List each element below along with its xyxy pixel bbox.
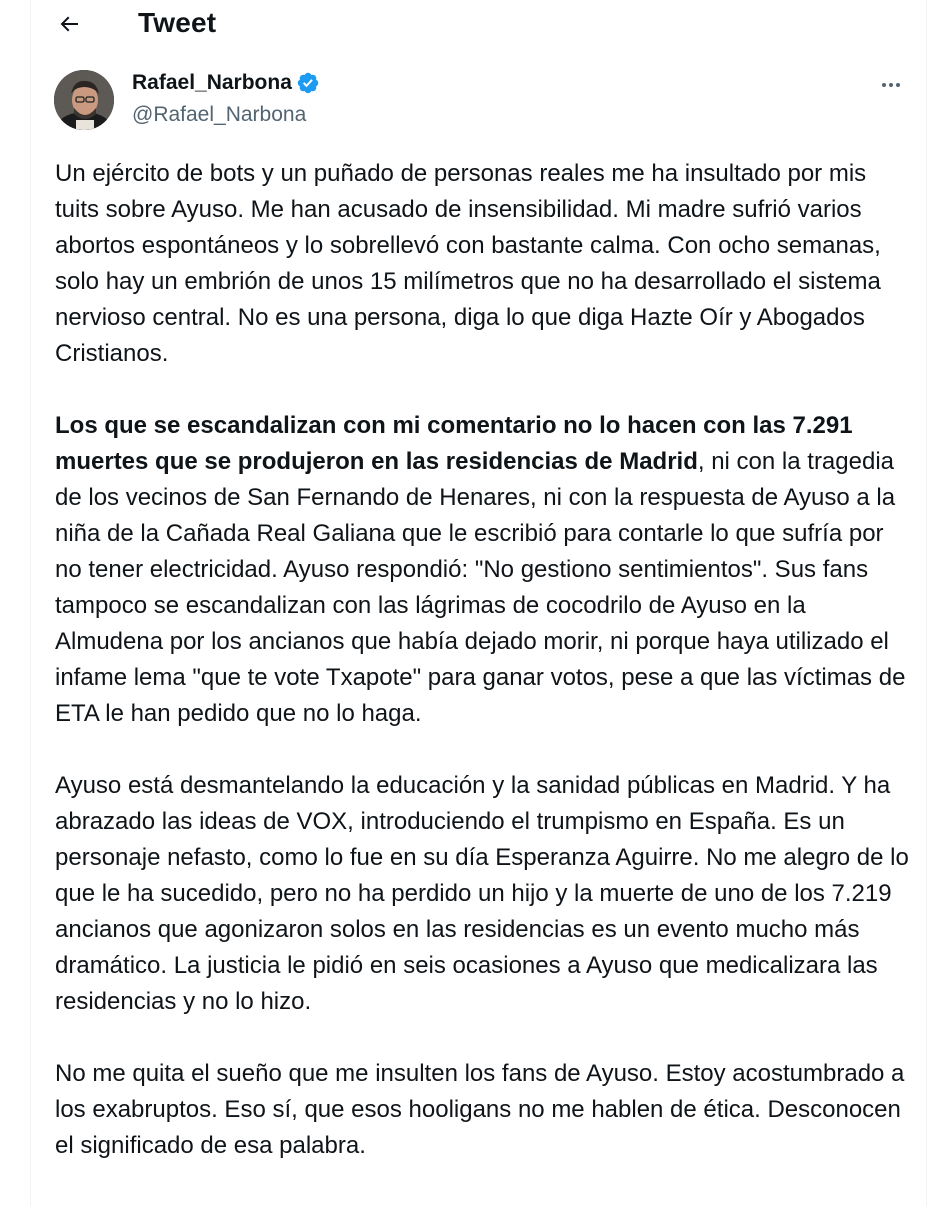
author-name-row bbox=[132, 71, 320, 95]
avatar[interactable] bbox=[54, 70, 114, 130]
tweet-paragraph-2-bold: Los que se escandalizan con mi comentario no lo hacen con las 7.291 muertes que se produjeron en las residencias de Madrid bbox=[55, 412, 853, 475]
page-header bbox=[31, 0, 926, 52]
tweet-paragraph-2-rest: , ni con la tragedia de los vecinos de San Fernando de Henares, ni con la respuesta de Ayuso a la niña de la Cañada Real Galiana que le escribió para contarle lo que sufría por no tener electricidad. Ayuso respondió: "No gestiono sentimientos". Sus fans tampoco se escandalizan con las lágrimas de cocodrilo de Ayuso en la Almudena por los ancianos que había dejado morir, ni porque haya utilizado el infame lema "que te vote Txapote" para ganar votos, pese a que las víctimas de ETA le han pedido que no lo haga. bbox=[55, 448, 906, 727]
tweet-paragraph-2 bbox=[55, 408, 915, 732]
back-button[interactable] bbox=[49, 4, 89, 44]
tweet-paragraph-1: Un ejército de bots y un puñado de personas reales me ha insultado por mis tuits sobre Ayuso. Me han acusado de insensibilidad. Mi madre sufrió varios abortos espontáneos y lo sobrellevó con bastante calma. Con ocho semanas, solo hay un embrión de unos 15 milímetros que no ha desarrollado el sistema nervioso central. No es una persona, diga lo que diga Hazte Oír y Abogados Cristianos. bbox=[55, 160, 881, 367]
display-name[interactable]: Rafael_Narbona bbox=[132, 71, 292, 94]
arrow-left-icon bbox=[57, 12, 81, 36]
tweet-paragraph-4: No me quita el sueño que me insulten los fans de Ayuso. Estoy acostumbrado a los exabruptos. Eso sí, que esos hooligans no me hablen de ética. Desconocen el significado de esa palabra. bbox=[55, 1060, 905, 1159]
tweet-column bbox=[30, 0, 927, 1206]
tweet-text bbox=[55, 156, 915, 1200]
tweet-paragraph-3: Ayuso está desmantelando la educación y la sanidad públicas en Madrid. Y ha abrazado las ideas de VOX, introduciendo el trumpismo en España. Es un personaje nefasto, como lo fue en su día Esperanza Aguirre. No me alegro de lo que le ha sucedido, pero no ha perdido un hijo y la muerte de uno de los 7.219 ancianos que agonizaron solos en las residencias es un evento mucho más dramático. La justicia le pidió en seis ocasiones a Ayuso que medicalizara las residencias y no lo hizo. bbox=[55, 772, 909, 1015]
page-title: Tweet bbox=[138, 7, 217, 38]
more-options-button[interactable] bbox=[874, 72, 908, 98]
profile-photo bbox=[54, 70, 114, 130]
verified-badge-icon bbox=[296, 71, 320, 95]
more-horizontal-icon bbox=[879, 73, 903, 97]
author-handle[interactable]: @Rafael_Narbona bbox=[132, 103, 307, 126]
